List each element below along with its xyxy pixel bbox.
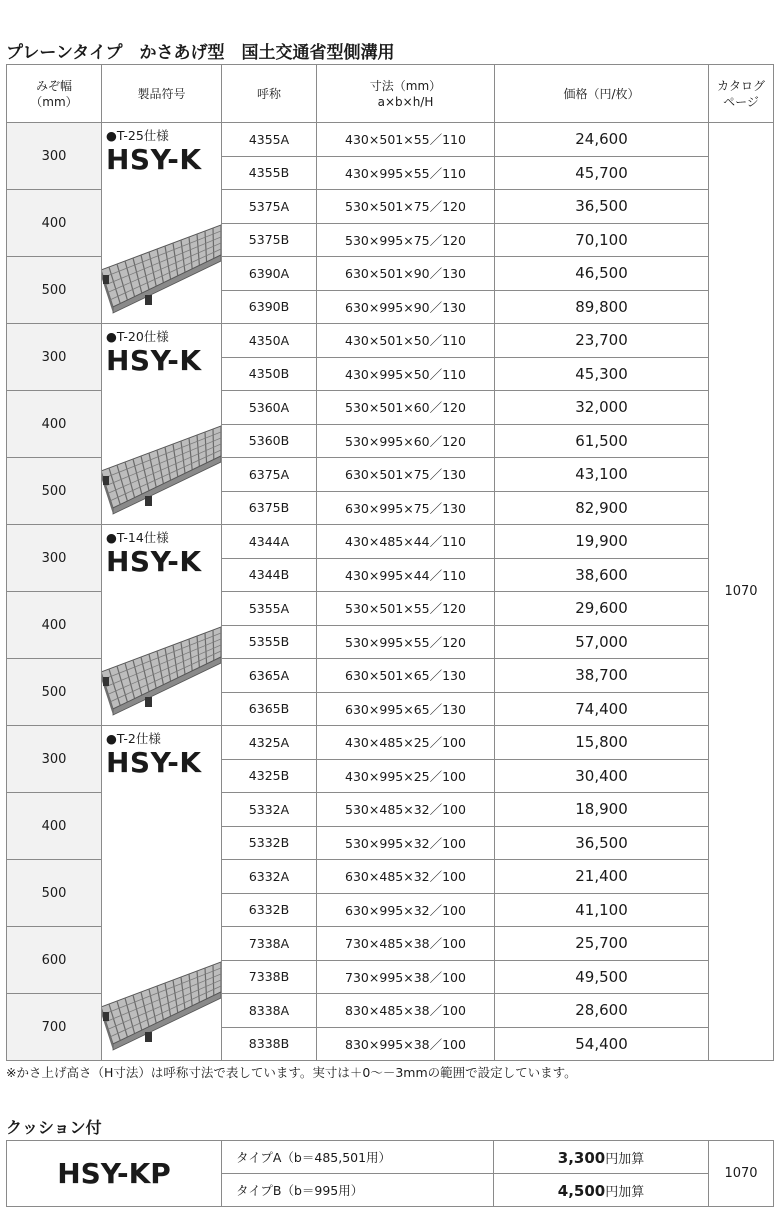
price-cell: 36,500 bbox=[495, 826, 709, 860]
dim-cell: 530×485×32／100 bbox=[317, 793, 495, 827]
code-cell: 4325B bbox=[222, 759, 317, 793]
page-title: プレーンタイプ かさあげ型 国土交通省型側溝用 bbox=[6, 43, 395, 63]
cushion-heading: クッション付 bbox=[6, 1118, 102, 1137]
price-cell: 38,600 bbox=[495, 558, 709, 592]
dim-cell: 430×995×25／100 bbox=[317, 759, 495, 793]
model-code: HSY-K bbox=[106, 746, 202, 779]
spec-label: ●T-14仕様 bbox=[106, 530, 169, 545]
code-cell: 4355A bbox=[222, 123, 317, 157]
price-cell: 25,700 bbox=[495, 927, 709, 961]
dim-cell: 530×501×75／120 bbox=[317, 190, 495, 224]
code-cell: 6332A bbox=[222, 860, 317, 894]
code-cell: 7338B bbox=[222, 960, 317, 994]
code-cell: 5375A bbox=[222, 190, 317, 224]
grating-image bbox=[102, 416, 222, 520]
width-cell: 500 bbox=[7, 458, 102, 525]
price-cell: 32,000 bbox=[495, 391, 709, 425]
dim-cell: 630×995×65／130 bbox=[317, 692, 495, 726]
dim-cell: 430×995×50／110 bbox=[317, 357, 495, 391]
code-cell: 6365A bbox=[222, 659, 317, 693]
cushion-table bbox=[6, 1140, 774, 1207]
width-cell: 500 bbox=[7, 257, 102, 324]
price-cell: 30,400 bbox=[495, 759, 709, 793]
width-cell: 400 bbox=[7, 592, 102, 659]
spec-label: ●T-20仕様 bbox=[106, 329, 169, 344]
width-cell: 300 bbox=[7, 324, 102, 391]
price-table bbox=[6, 64, 774, 1061]
code-cell: 6375A bbox=[222, 458, 317, 492]
header-row bbox=[7, 65, 774, 123]
code-cell: 7338A bbox=[222, 927, 317, 961]
price-cell: 46,500 bbox=[495, 257, 709, 291]
table-row bbox=[7, 123, 774, 157]
price-cell: 36,500 bbox=[495, 190, 709, 224]
width-cell: 400 bbox=[7, 391, 102, 458]
width-cell: 300 bbox=[7, 525, 102, 592]
price-cell: 61,500 bbox=[495, 424, 709, 458]
price-cell: 45,700 bbox=[495, 156, 709, 190]
code-cell: 6332B bbox=[222, 893, 317, 927]
cushion-row bbox=[7, 1141, 774, 1174]
model-code: HSY-K bbox=[106, 344, 202, 377]
cushion-type: タイプB（b＝995用） bbox=[222, 1174, 494, 1207]
code-cell: 4344A bbox=[222, 525, 317, 559]
product-cell bbox=[102, 123, 222, 324]
price-cell: 57,000 bbox=[495, 625, 709, 659]
dim-cell: 730×995×38／100 bbox=[317, 960, 495, 994]
price-cell: 23,700 bbox=[495, 324, 709, 358]
dim-cell: 630×995×75／130 bbox=[317, 491, 495, 525]
dim-cell: 630×485×32／100 bbox=[317, 860, 495, 894]
dim-cell: 430×501×55／110 bbox=[317, 123, 495, 157]
price-cell: 70,100 bbox=[495, 223, 709, 257]
dim-cell: 430×995×55／110 bbox=[317, 156, 495, 190]
catalog-page: 1070 bbox=[709, 123, 774, 1061]
code-cell: 5355B bbox=[222, 625, 317, 659]
dim-cell: 830×995×38／100 bbox=[317, 1027, 495, 1061]
cushion-type: タイプA（b＝485,501用） bbox=[222, 1141, 494, 1174]
grating-image bbox=[102, 215, 222, 319]
dim-cell: 630×501×90／130 bbox=[317, 257, 495, 291]
price-cell: 19,900 bbox=[495, 525, 709, 559]
dim-cell: 430×995×44／110 bbox=[317, 558, 495, 592]
dim-cell: 530×995×60／120 bbox=[317, 424, 495, 458]
price-cell: 49,500 bbox=[495, 960, 709, 994]
code-cell: 8338A bbox=[222, 994, 317, 1028]
code-cell: 6390B bbox=[222, 290, 317, 324]
spec-label: ●T-2仕様 bbox=[106, 731, 161, 746]
product-cell bbox=[102, 726, 222, 1061]
price-cell: 45,300 bbox=[495, 357, 709, 391]
width-cell: 400 bbox=[7, 190, 102, 257]
dim-cell: 630×995×90／130 bbox=[317, 290, 495, 324]
price-cell: 24,600 bbox=[495, 123, 709, 157]
dim-cell: 630×995×32／100 bbox=[317, 893, 495, 927]
table-row bbox=[7, 525, 774, 559]
code-cell: 6375B bbox=[222, 491, 317, 525]
dim-cell: 530×501×60／120 bbox=[317, 391, 495, 425]
code-cell: 5360B bbox=[222, 424, 317, 458]
price-cell: 54,400 bbox=[495, 1027, 709, 1061]
cushion-price: 3,300円加算 bbox=[494, 1141, 709, 1174]
code-cell: 5360A bbox=[222, 391, 317, 425]
width-cell: 600 bbox=[7, 927, 102, 994]
price-cell: 43,100 bbox=[495, 458, 709, 492]
footnote: ※かさ上げ高さ（H寸法）は呼称寸法で表しています。実寸は＋0～－3mmの範囲で設定しています。 bbox=[6, 1065, 577, 1080]
code-cell: 5332A bbox=[222, 793, 317, 827]
width-cell: 300 bbox=[7, 726, 102, 793]
dim-cell: 830×485×38／100 bbox=[317, 994, 495, 1028]
dim-cell: 530×995×32／100 bbox=[317, 826, 495, 860]
header-code: 呼称 bbox=[222, 65, 317, 123]
code-cell: 4350B bbox=[222, 357, 317, 391]
model-code: HSY-K bbox=[106, 143, 202, 176]
model-code: HSY-K bbox=[106, 545, 202, 578]
code-cell: 5375B bbox=[222, 223, 317, 257]
product-cell bbox=[102, 324, 222, 525]
header-price: 価格（円/枚） bbox=[495, 65, 709, 123]
header-dims: 寸法（mm） a×b×h/H bbox=[317, 65, 495, 123]
grating-image bbox=[102, 617, 222, 721]
code-cell: 4344B bbox=[222, 558, 317, 592]
price-cell: 74,400 bbox=[495, 692, 709, 726]
cushion-catalog-page: 1070 bbox=[709, 1141, 774, 1207]
dim-cell: 530×995×75／120 bbox=[317, 223, 495, 257]
code-cell: 5332B bbox=[222, 826, 317, 860]
dim-cell: 530×501×55／120 bbox=[317, 592, 495, 626]
code-cell: 4355B bbox=[222, 156, 317, 190]
table-body bbox=[7, 123, 774, 1061]
price-cell: 18,900 bbox=[495, 793, 709, 827]
cushion-price: 4,500円加算 bbox=[494, 1174, 709, 1207]
header-width: みぞ幅 （mm） bbox=[7, 65, 102, 123]
code-cell: 5355A bbox=[222, 592, 317, 626]
code-cell: 4350A bbox=[222, 324, 317, 358]
code-cell: 8338B bbox=[222, 1027, 317, 1061]
dim-cell: 730×485×38／100 bbox=[317, 927, 495, 961]
width-cell: 500 bbox=[7, 659, 102, 726]
header-catalog: カタログ ページ bbox=[709, 65, 774, 123]
price-cell: 89,800 bbox=[495, 290, 709, 324]
code-cell: 6390A bbox=[222, 257, 317, 291]
width-cell: 300 bbox=[7, 123, 102, 190]
cushion-model: HSY-KP bbox=[7, 1141, 222, 1207]
price-cell: 29,600 bbox=[495, 592, 709, 626]
code-cell: 4325A bbox=[222, 726, 317, 760]
price-cell: 21,400 bbox=[495, 860, 709, 894]
code-cell: 6365B bbox=[222, 692, 317, 726]
grating-image bbox=[102, 952, 222, 1056]
width-cell: 500 bbox=[7, 860, 102, 927]
price-cell: 28,600 bbox=[495, 994, 709, 1028]
price-cell: 82,900 bbox=[495, 491, 709, 525]
price-cell: 15,800 bbox=[495, 726, 709, 760]
dim-cell: 430×501×50／110 bbox=[317, 324, 495, 358]
spec-label: ●T-25仕様 bbox=[106, 128, 169, 143]
dim-cell: 530×995×55／120 bbox=[317, 625, 495, 659]
width-cell: 700 bbox=[7, 994, 102, 1061]
table-row bbox=[7, 726, 774, 760]
product-cell bbox=[102, 525, 222, 726]
dim-cell: 630×501×75／130 bbox=[317, 458, 495, 492]
dim-cell: 430×485×25／100 bbox=[317, 726, 495, 760]
price-cell: 41,100 bbox=[495, 893, 709, 927]
dim-cell: 430×485×44／110 bbox=[317, 525, 495, 559]
width-cell: 400 bbox=[7, 793, 102, 860]
price-cell: 38,700 bbox=[495, 659, 709, 693]
dim-cell: 630×501×65／130 bbox=[317, 659, 495, 693]
header-product: 製品符号 bbox=[102, 65, 222, 123]
table-row bbox=[7, 324, 774, 358]
